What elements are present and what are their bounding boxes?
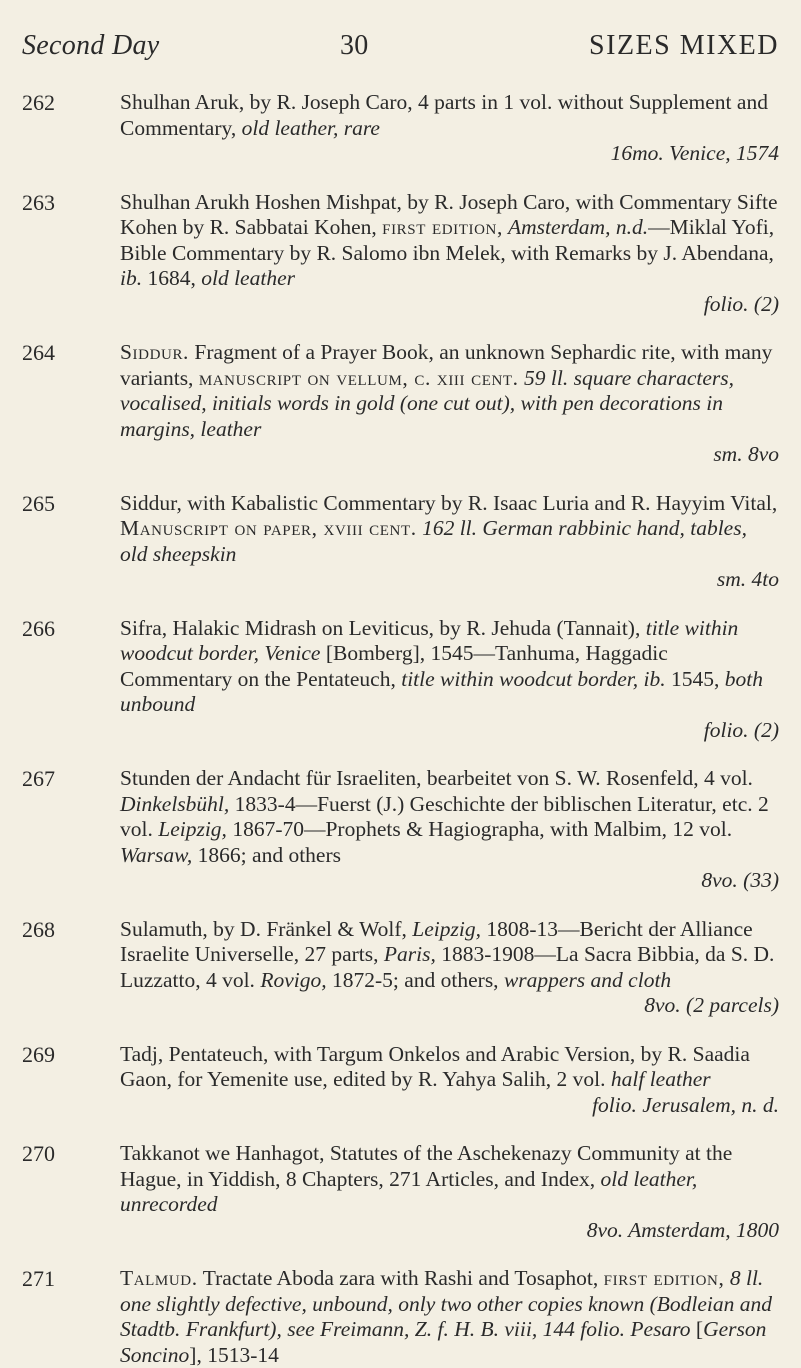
lot-text-segment: —Miklal Yofi, Bible Commentary by R. Salomo ibn Melek, with Remarks by J. Abendana, — [120, 215, 775, 265]
lot-text-segment: Siddur. — [120, 340, 190, 364]
lot-text-segment: 1545, — [665, 666, 725, 691]
lot-text-segment: ], 1513-14 — [189, 1342, 279, 1367]
lot-number: 264 — [22, 340, 55, 365]
lot-description — [120, 917, 779, 994]
lot-text-segment: 1883-1908—La Sacra Bibbia, da S. D. Luzzatto, 4 vol. — [120, 942, 775, 992]
lot-text-segment: old leather, rare — [241, 115, 380, 140]
running-head — [22, 28, 779, 64]
lot-number: 271 — [22, 1266, 55, 1291]
lot-text-segment: first edition, — [603, 1266, 725, 1290]
lot-list — [22, 90, 779, 1368]
lot-text-segment: Stunden der Andacht für Israeliten, bearbeitet von S. W. Rosenfeld, 4 vol. — [120, 766, 753, 790]
lot-text-segment: Dinkelsbühl, — [120, 791, 230, 816]
lot-entry — [22, 491, 779, 593]
lot-entry — [22, 616, 779, 744]
lot-entry — [22, 1266, 779, 1368]
lot-number: 265 — [22, 490, 55, 516]
lot-entry — [22, 340, 779, 468]
lot-text-segment: Gerson Soncino — [120, 1317, 767, 1367]
lot-description — [120, 1266, 779, 1368]
lot-number: 270 — [22, 1141, 55, 1166]
lot-format-and-imprint: 16mo. Venice, 1574 — [610, 141, 779, 165]
lot-text-segment: folio. — [574, 1317, 631, 1341]
lot-number: 267 — [22, 766, 55, 791]
lot-text-segment: both unbound — [120, 666, 763, 716]
lot-format-and-imprint: 8vo. Amsterdam, 1800 — [586, 1217, 779, 1242]
lot-text-segment: Manuscript on paper, xviii cent. — [120, 516, 417, 540]
lot-entry — [22, 90, 779, 167]
lot-text-segment: 1833-4—Fuerst (J.) Geschichte der biblischen Literatur, etc. 2 vol. — [120, 791, 769, 841]
lot-text-segment: Shulhan Arukh Hoshen Mishpat, by R. Joseph Caro, with Commentary Sifte Kohen by R. Sabbatai Kohen, — [120, 189, 778, 239]
lot-description — [120, 491, 779, 568]
lot-text-segment: first edition, — [382, 215, 503, 239]
lot-text-segment: ib. — [120, 266, 143, 290]
lot-text-segment: 1808-13—Bericht der Alliance Israelite Universelle, 27 parts, — [120, 916, 753, 966]
lot-text-segment: 1872-5; and others, — [326, 967, 504, 992]
lot-text-segment: Leipzig, — [158, 817, 227, 841]
lot-number: 269 — [22, 1041, 55, 1067]
lot-text-segment: title within woodcut border, ib. — [401, 666, 666, 691]
lot-description — [120, 616, 779, 718]
lot-format-and-imprint: 8vo. (2 parcels) — [644, 993, 779, 1017]
lot-text-segment: Sifra, Halakic Midrash on Leviticus, by R. Jehuda (Tannait), — [120, 615, 646, 640]
lot-text-segment: Paris, — [383, 942, 436, 966]
lot-text-segment: Rovigo, — [260, 967, 327, 992]
lot-entry — [22, 190, 779, 318]
lot-number: 268 — [22, 916, 55, 942]
lot-format-and-imprint: sm. 8vo — [713, 442, 779, 466]
lot-format-and-imprint: folio. Jerusalem, n. d. — [592, 1092, 779, 1117]
lot-text-segment: old leather — [201, 266, 295, 290]
lot-text-segment: Warsaw, — [120, 842, 193, 867]
page-number: 30 — [340, 30, 369, 61]
lot-format-and-imprint: folio. (2) — [703, 717, 779, 742]
lot-text-segment: Leipzig, — [412, 916, 481, 941]
lot-text-segment: half leather — [610, 1067, 711, 1091]
lot-text-segment: 8 ll. one slightly defective, unbound, only two other copies known (Bodleian and Stadtb. Frankfurt), see Freimann, Z. f. H. B. viii, 144 — [120, 1266, 773, 1341]
lot-description — [120, 90, 779, 141]
lot-text-segment: wrappers and cloth — [503, 967, 672, 992]
lot-text-segment: Talmud. — [120, 1266, 198, 1290]
lot-number: 263 — [22, 189, 55, 215]
lot-format-and-imprint: folio. (2) — [703, 291, 779, 316]
lot-description — [120, 1042, 779, 1093]
lot-text-segment: 162 ll. German rabbinic hand, tables, old sheepskin — [120, 516, 747, 566]
lot-number: 262 — [22, 90, 55, 115]
lot-text-segment: Siddur, with Kabalistic Commentary by R. Isaac Luria and R. Hayyim Vital, — [120, 490, 778, 515]
lot-text-segment: Takkanot we Hanhagot, Statutes of the Aschekenazy Community at the Hague, in Yiddish, 8 Chapters, 271 Articles, and Index, — [120, 1141, 733, 1191]
lot-entry — [22, 766, 779, 894]
lot-entry — [22, 1042, 779, 1119]
running-head-title: SIZES MIXED — [589, 30, 779, 61]
lot-text-segment: 1867-70—Prophets & Hagiographa, with Malbim, 12 vol. — [226, 817, 733, 841]
lot-description — [120, 766, 779, 868]
lot-text-segment: manuscript on vellum, c. xiii cent. — [198, 365, 519, 390]
lot-text-segment: Shulhan Aruk, by R. Joseph Caro, 4 parts in 1 vol. without Supplement and Commentary, — [120, 90, 768, 140]
lot-text-segment: 1866; and others — [192, 842, 341, 867]
lot-text-segment: Amsterdam, n.d. — [502, 215, 649, 239]
lot-text-segment: old leather, unrecorded — [120, 1166, 698, 1216]
lot-entry — [22, 1141, 779, 1243]
lot-text-segment: [Bomberg], 1545—Tanhuma, Haggadic Commentary on the Pentateuch, — [120, 641, 668, 691]
lot-description — [120, 1141, 779, 1218]
lot-text-segment: Pesaro — [630, 1317, 691, 1341]
lot-format-and-imprint: 8vo. (33) — [701, 868, 779, 892]
lot-text-segment: Fragment of a Prayer Book, an unknown Sephardic rite, with many variants, — [120, 340, 773, 390]
lot-text-segment: Sulamuth, by D. Fränkel & Wolf, — [120, 916, 413, 941]
lot-entry — [22, 917, 779, 1019]
lot-description — [120, 340, 779, 442]
lot-text-segment: [ — [690, 1317, 704, 1341]
lot-text-segment: 59 ll. square characters, vocalised, initials words in gold (one cut out), with pen decorations in margins, leather — [120, 365, 735, 441]
lot-number: 266 — [22, 615, 55, 641]
lot-text-segment: title within woodcut border, Venice — [120, 615, 739, 665]
lot-text-segment: 1684, — [142, 266, 202, 290]
lot-description — [120, 190, 779, 292]
lot-text-segment: Tadj, Pentateuch, with Targum Onkelos and Arabic Version, by R. Saadia Gaon, for Yemenite use, edited by R. Yahya Salih, 2 vol. — [120, 1041, 750, 1091]
lot-format-and-imprint: sm. 4to — [716, 567, 779, 591]
lot-text-segment: Tractate Aboda zara with Rashi and Tosaphot, — [197, 1266, 604, 1290]
running-head-section: Second Day — [22, 30, 160, 61]
